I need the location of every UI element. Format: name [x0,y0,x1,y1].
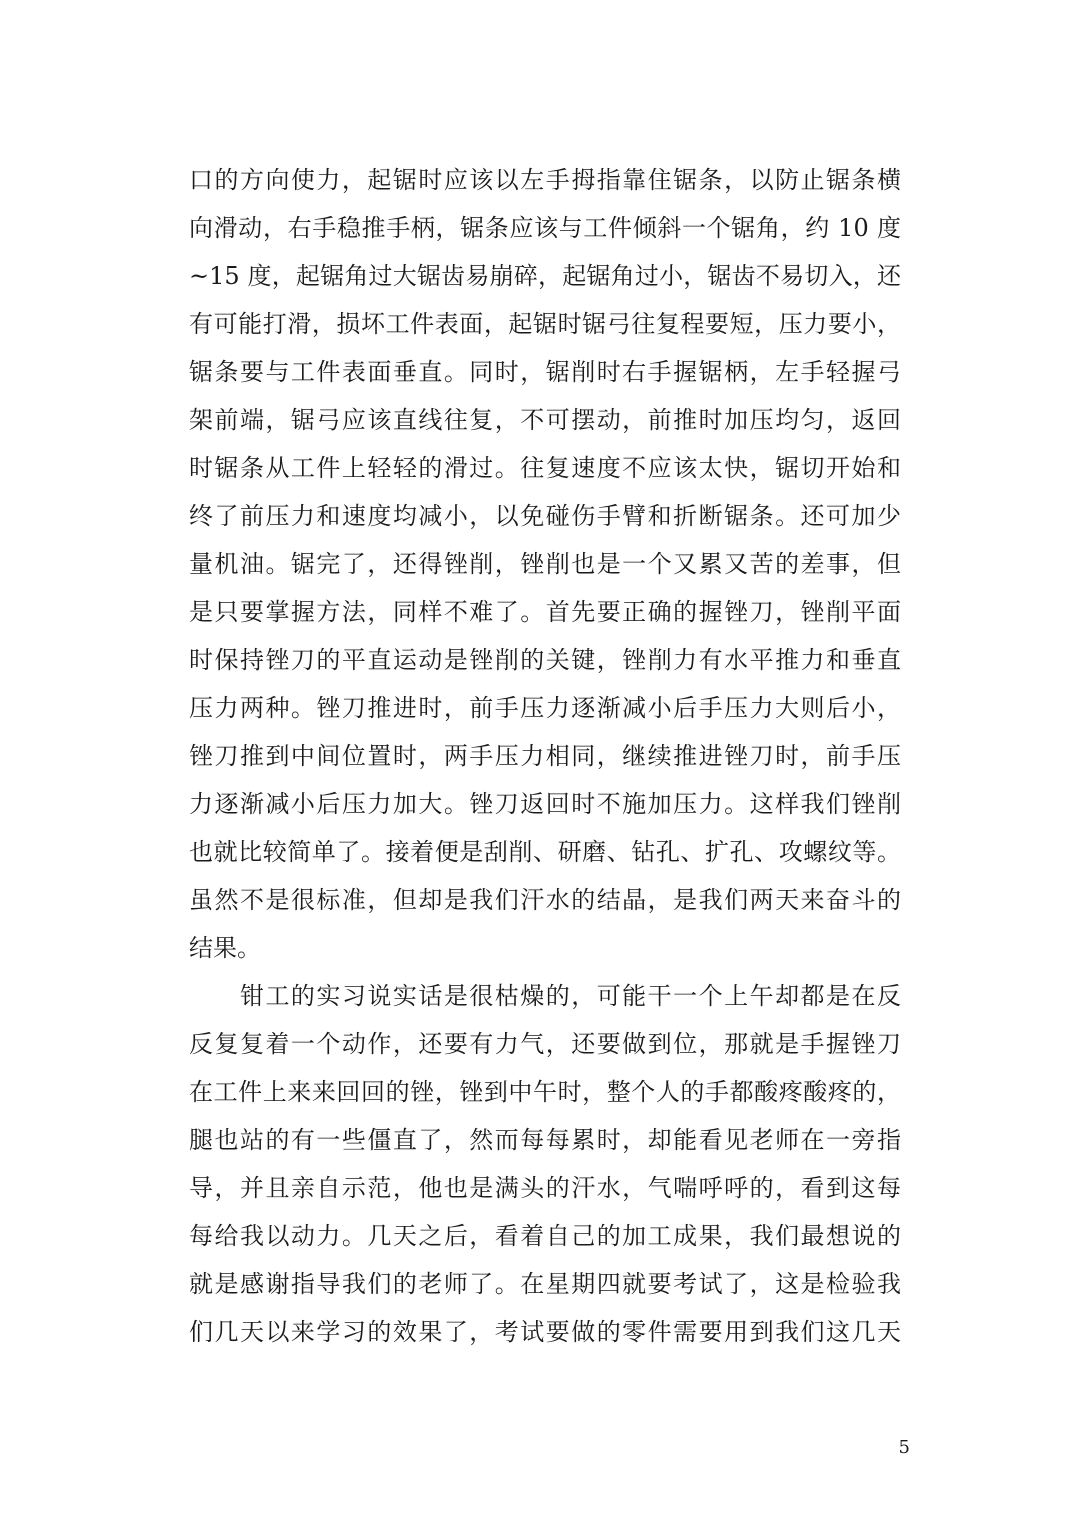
text-line: 力逐渐减小后压力加大。锉刀返回时不施加压力。这样我们锉削 [189,790,901,818]
text-line: 压力两种。锉刀推进时，前手压力逐渐减小后手压力大则后小， [189,694,901,722]
text-line: ~15 度，起锯角过大锯齿易崩碎，起锯角过小，锯齿不易切入，还 [189,262,901,290]
text-line: 在工件上来来回回的锉，锉到中午时，整个人的手都酸疼酸疼的， [189,1078,901,1106]
text-line: 有可能打滑，损坏工件表面，起锯时锯弓往复程要短，压力要小， [189,310,901,338]
text-line: 时锯条从工件上轻轻的滑过。往复速度不应该太快，锯切开始和 [189,454,901,482]
text-line: 时保持锉刀的平直运动是锉削的关键，锉削力有水平推力和垂直 [189,646,901,674]
text-line: 架前端，锯弓应该直线往复，不可摆动，前推时加压均匀，返回 [189,406,901,434]
page-number: 5 [898,1437,910,1458]
text-line: 结果。 [189,934,261,962]
text-line: 终了前压力和速度均减小，以免碰伤手臂和折断锯条。还可加少 [189,502,901,530]
text-line: 锉刀推到中间位置时，两手压力相同，继续推进锉刀时，前手压 [189,742,901,770]
body-text [189,156,901,1356]
text-line: 钳工的实习说实话是很枯燥的，可能干一个上午却都是在反 [189,982,901,1010]
paragraph-1 [189,156,901,972]
text-line: 腿也站的有一些僵直了，然而每每累时，却能看见老师在一旁指 [189,1126,901,1154]
text-line: 向滑动，右手稳推手柄，锯条应该与工件倾斜一个锯角，约 10 度 [189,214,901,242]
paragraph-2 [189,972,901,1356]
text-line: 们几天以来学习的效果了，考试要做的零件需要用到我们这几天 [189,1318,901,1346]
text-line: 量机油。锯完了，还得锉削，锉削也是一个又累又苦的差事，但 [189,550,901,578]
text-line: 口的方向使力，起锯时应该以左手拇指靠住锯条，以防止锯条横 [189,166,901,194]
text-line: 就是感谢指导我们的老师了。在星期四就要考试了，这是检验我 [189,1270,901,1298]
text-line: 也就比较简单了。接着便是刮削、研磨、钻孔、扩孔、攻螺纹等。 [189,838,901,866]
text-line: 虽然不是很标准，但却是我们汗水的结晶，是我们两天来奋斗的 [189,886,901,914]
text-line: 是只要掌握方法，同样不难了。首先要正确的握锉刀，锉削平面 [189,598,901,626]
text-line: 锯条要与工件表面垂直。同时，锯削时右手握锯柄，左手轻握弓 [189,358,901,386]
text-line: 反复复着一个动作，还要有力气，还要做到位，那就是手握锉刀 [189,1030,901,1058]
text-line: 导，并且亲自示范，他也是满头的汗水，气喘呼呼的，看到这每 [189,1174,901,1202]
text-line: 每给我以动力。几天之后，看着自己的加工成果，我们最想说的 [189,1222,901,1250]
